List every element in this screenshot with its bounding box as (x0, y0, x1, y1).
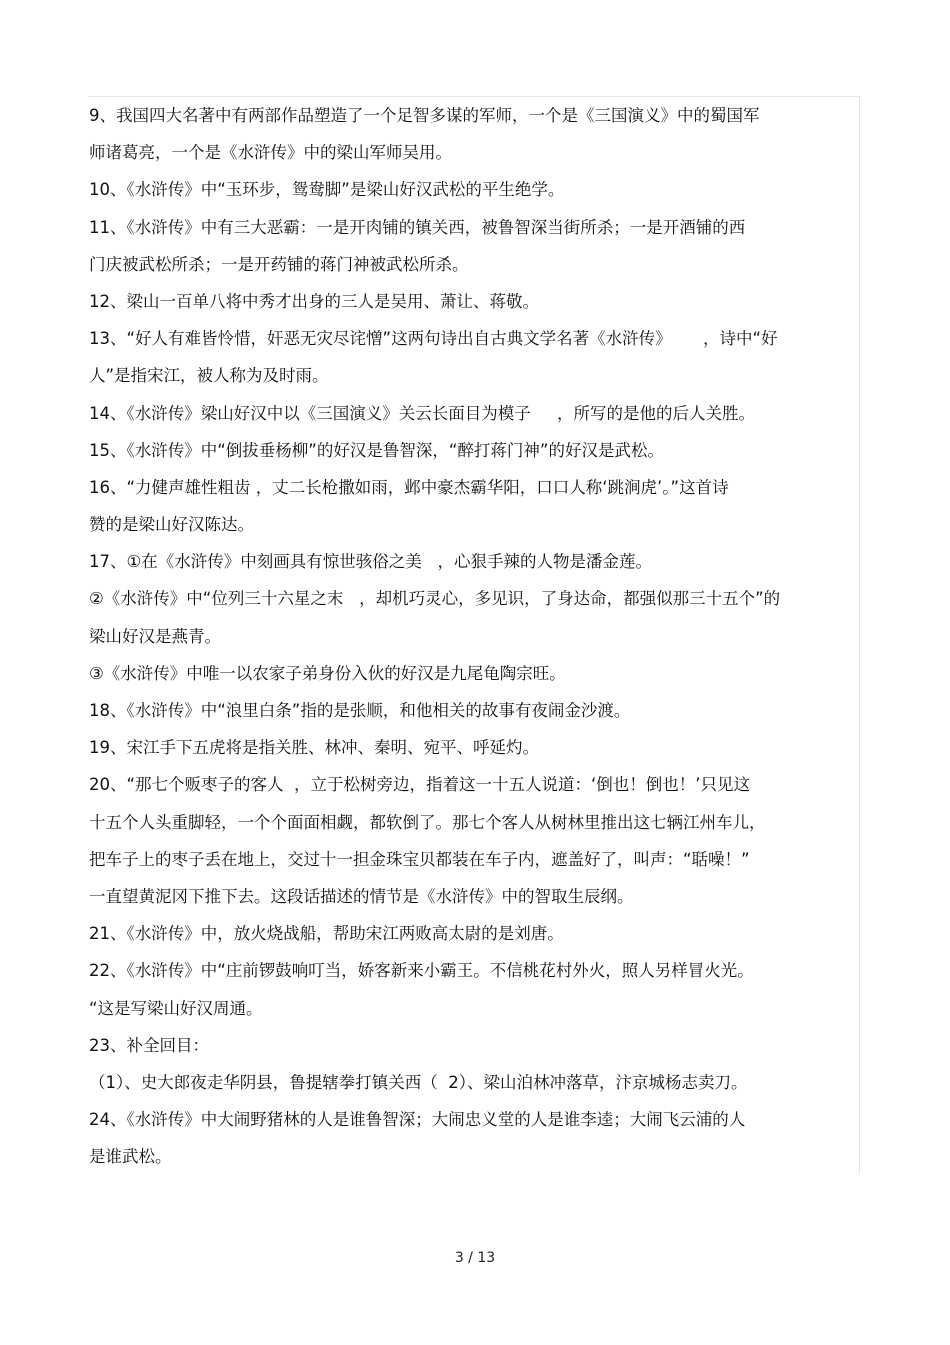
text-line: 24、《水浒传》中大闹野猪林的人是谁鲁智深；大闹忠义堂的人是谁李逵；大闹飞云浦的人 (89, 1110, 746, 1130)
text-line: 20、“那七个贩枣子的客人 ，立于松树旁边，指着这一十五人说道：‘倒也！倒也！’只见这 (89, 775, 751, 795)
text-line: 是谁武松。 (89, 1147, 172, 1167)
text-line: 14、《水浒传》梁山好汉中以《三国演义》关云长面目为模子 ，所写的是他的后人关胜。 (89, 403, 755, 423)
text-line: 11、《水浒传》中有三大恶霸：一是开肉铺的镇关西，被鲁智深当街所杀；一是开酒铺的西 (89, 217, 746, 237)
text-line: 师诸葛亮，一个是《水浒传》中的梁山军师吴用。 (89, 143, 452, 163)
text-line: 9、我国四大名著中有两部作品塑造了一个足智多谋的军师，一个是《三国演义》中的蜀国军 (89, 106, 760, 125)
text-line: 梁山好汉是燕青。 (89, 626, 221, 646)
text-line: 人”是指宋江，被人称为及时雨。 (89, 366, 329, 386)
text-line: 18、《水浒传》中“浪里白条”指的是张顺，和他相关的故事有夜闹金沙渡。 (89, 701, 631, 720)
text-line: 15、《水浒传》中“倒拔垂杨柳”的好汉是鲁智深，“醉打蒋门神”的好汉是武松。 (89, 440, 664, 460)
text-line: 赞的是梁山好汉陈达。 (89, 515, 254, 535)
text-line: （1）、史大郎夜走华阴县，鲁提辖拳打镇关西（ 2）、梁山泊林冲落草，汴京城杨志卖刀。 (89, 1072, 748, 1092)
text-line: 10、《水浒传》中“玉环步，鸳鸯脚”是梁山好汉武松的平生绝学。 (89, 180, 565, 200)
text-line: 19、宋江手下五虎将是指关胜、林冲、秦明、宛平、呼延灼。 (89, 738, 539, 758)
text-line: 22、《水浒传》中“庄前锣鼓响叮当，娇客新来小霸王。不信桃花村外火，照人另样冒火光。 (89, 961, 754, 981)
text-line: 23、补全回目： (89, 1035, 209, 1055)
text-line: ③《水浒传》中唯一以农家子弟身份入伙的好汉是九尾龟陶宗旺。 (89, 663, 566, 683)
text-line: 16、“力健声雄性粗齿 ，丈二长枪撒如雨，邺中豪杰霸华阳，口口人称‘跳涧虎’。”这首诗 (89, 477, 729, 497)
text-line: 12、梁山一百单八将中秀才出身的三人是吴用、萧让、蒋敬。 (89, 291, 539, 311)
text-line: 门庆被武松所杀；一是开药铺的蒋门神被武松所杀。 (89, 254, 469, 274)
page-number: 3 / 13 (454, 1250, 496, 1266)
text-line: 十五个人头重脚轻，一个个面面相觑，都软倒了。那七个客人从树林里推出这七辆江州车儿， (89, 812, 766, 832)
document-body (89, 97, 869, 1175)
text-line: 13、“好人有难皆怜惜，奸恶无灾尽诧憎”这两句诗出自古典文学名著《水浒传》 ，诗中“好 (89, 329, 778, 349)
text-line: 21、《水浒传》中，放火烧战船，帮助宋江两败高太尉的是刘唐。 (89, 924, 564, 944)
text-line: ②《水浒传》中“位列三十六星之末 ，却机巧灵心，多见识，了身达命，都强似那三十五个”的 (89, 589, 781, 609)
text-line: 17、①在《水浒传》中刻画具有惊世骇俗之美 ，心狠手辣的人物是潘金莲。 (89, 552, 653, 572)
text-line: “这是写梁山好汉周通。 (89, 998, 263, 1018)
text-line: 一直望黄泥冈下推下去。这段话描述的情节是《水浒传》中的智取生辰纲。 (89, 886, 634, 906)
text-line: 把车子上的枣子丢在地上，交过十一担金珠宝贝都装在车子内，遮盖好了，叫声：“聒噪！” (89, 849, 750, 869)
